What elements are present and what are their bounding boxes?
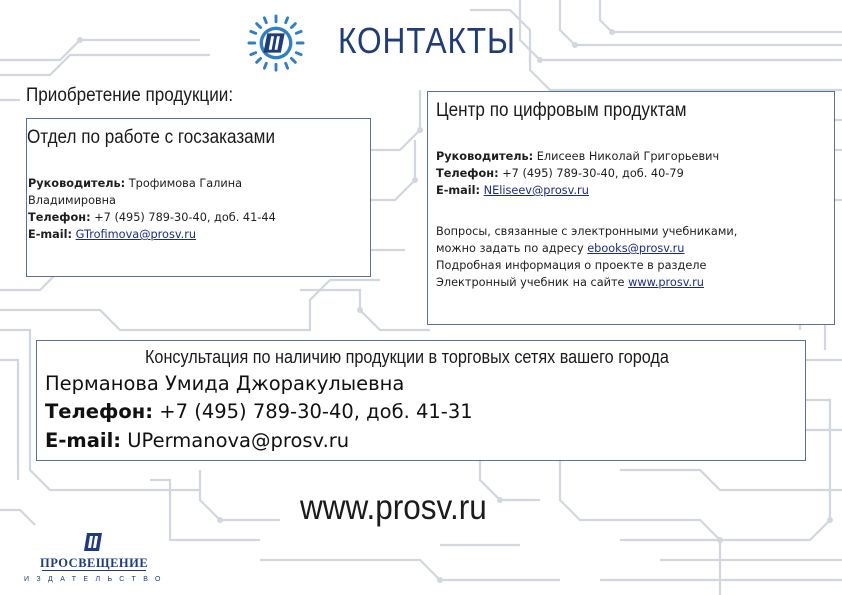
page-title: КОНТАКТЫ	[338, 20, 516, 61]
gov-orders-title: Отдел по работе с госзаказами	[27, 127, 275, 148]
head-label: Руководитель:	[436, 150, 534, 163]
gov-orders-details	[28, 175, 363, 243]
head-name: Трофимова Галина	[128, 177, 243, 190]
email-link[interactable]: NEliseev@prosv.ru	[483, 184, 589, 197]
email-label: E-mail:	[28, 228, 73, 241]
digital-phone-line	[436, 165, 831, 182]
digital-products-title: Центр по цифровым продуктам	[436, 100, 687, 121]
note-line-2-text: можно задать по адресу	[436, 242, 584, 255]
retail-consultation-card	[36, 340, 806, 461]
note-line-2	[436, 240, 831, 257]
email-label: E-mail:	[45, 429, 122, 452]
digital-head-line	[436, 148, 831, 165]
brand-name: ПРОСВЕЩЕНИЕ	[40, 556, 149, 570]
head-name: Елисеев Николай Григорьевич	[536, 150, 720, 163]
retail-title: Консультация по наличию продукции в торговых сетях вашего города	[145, 347, 669, 367]
brand-subtitle: ИЗДАТЕЛЬСТВО	[24, 576, 168, 583]
digital-contact-details	[436, 148, 831, 199]
gov-orders-head-line	[28, 175, 363, 192]
purchase-heading: Приобретение продукции:	[26, 85, 234, 106]
phone-label: Телефон:	[436, 167, 499, 180]
phone-label: Телефон:	[45, 400, 154, 423]
phone-value: +7 (495) 789-30-40, доб. 41-31	[159, 400, 473, 423]
brand-emblem-icon	[84, 531, 104, 553]
note-line-4	[436, 274, 831, 291]
brand-divider	[42, 570, 146, 571]
website-link[interactable]: www.prosv.ru	[628, 276, 704, 289]
note-line-4-text: Электронный учебник на сайте	[436, 276, 625, 289]
phone-label: Телефон:	[28, 211, 91, 224]
prosveshchenie-logo-icon	[247, 14, 305, 72]
email-value[interactable]: UPermanova@prosv.ru	[127, 429, 350, 452]
retail-contact-name: Перманова Умида Джоракулыевна	[45, 372, 405, 395]
digital-products-card	[427, 91, 835, 325]
retail-phone-line	[45, 398, 473, 426]
ebooks-note	[436, 223, 831, 291]
note-line-3: Подробная информация о проекте в разделе	[436, 259, 707, 272]
note-line-1: Вопросы, связанные с электронными учебниками,	[436, 225, 738, 238]
phone-value: +7 (495) 789-30-40, доб. 40-79	[502, 167, 684, 180]
gov-orders-email-line	[28, 226, 363, 243]
retail-email-line	[45, 427, 349, 455]
phone-value: +7 (495) 789-30-40, доб. 41-44	[94, 211, 276, 224]
email-link[interactable]: GTrofimova@prosv.ru	[75, 228, 197, 241]
ebooks-email-link[interactable]: ebooks@prosv.ru	[587, 242, 685, 255]
gov-orders-card	[26, 118, 371, 277]
head-label: Руководитель:	[28, 177, 126, 190]
digital-email-line	[436, 182, 831, 199]
gov-orders-phone-line	[28, 209, 363, 226]
head-name-line2: Владимировна	[28, 194, 116, 207]
email-label: E-mail:	[436, 184, 481, 197]
website-url[interactable]: www.prosv.ru	[300, 488, 487, 527]
